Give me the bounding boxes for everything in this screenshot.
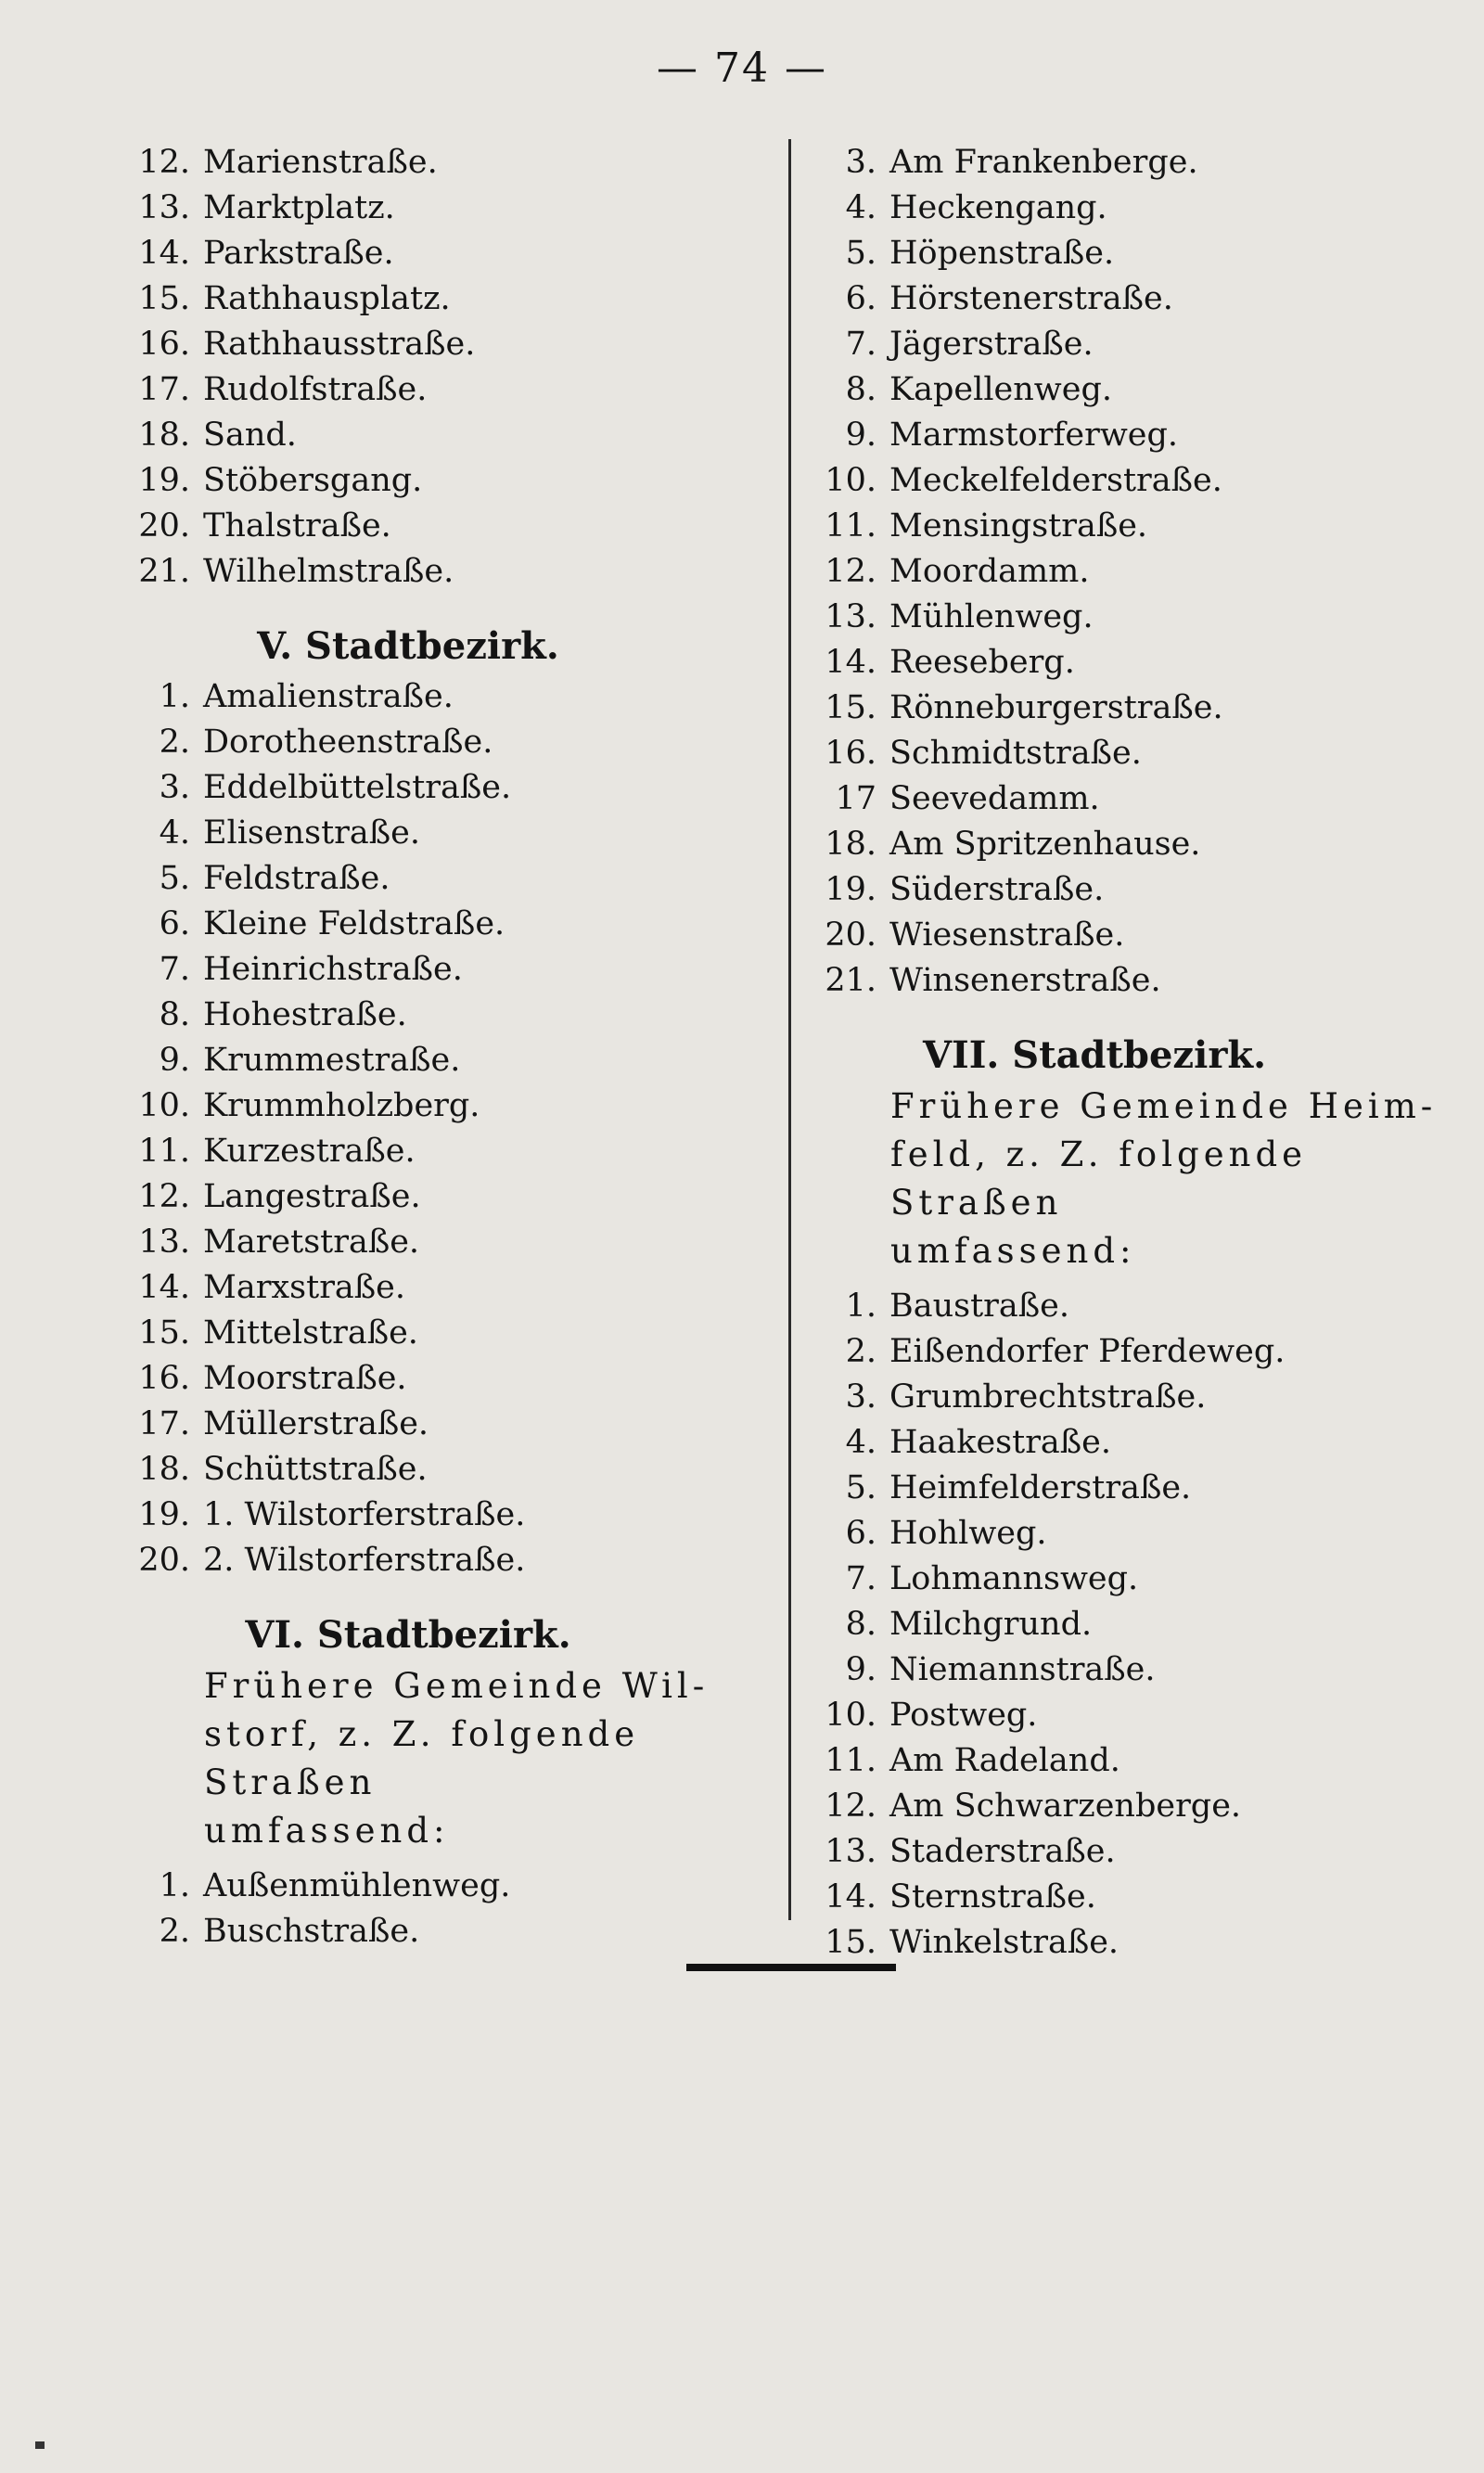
street-name: Kurzestraße. <box>203 1132 416 1170</box>
list-item <box>798 139 1447 185</box>
list-item <box>798 1828 1447 1874</box>
list-item <box>798 1419 1447 1465</box>
street-name: Rathhausplatz. <box>203 279 451 317</box>
list-item <box>111 1083 761 1128</box>
item-number: 14. <box>138 234 190 272</box>
item-number: 2. <box>845 1332 876 1370</box>
item-number: 4. <box>845 188 876 226</box>
list-item <box>798 685 1447 730</box>
street-name: Reeseberg. <box>889 643 1075 681</box>
street-name: Postweg. <box>889 1696 1038 1734</box>
street-name: 2. Wilstorferstraße. <box>203 1541 526 1579</box>
list-item <box>798 1919 1447 1965</box>
list-item <box>798 1692 1447 1737</box>
list-item <box>798 321 1447 366</box>
street-name: Höpenstraße. <box>889 234 1115 272</box>
item-number: 8. <box>159 995 190 1033</box>
district-6-heading: VI. Stadtbezirk. <box>245 1613 571 1657</box>
list-item <box>798 230 1447 275</box>
item-number: 5. <box>159 859 190 897</box>
district-7-intro <box>798 1083 1447 1275</box>
district-5-heading: V. Stadtbezirk. <box>257 624 559 668</box>
district-6-list <box>111 1863 761 1954</box>
street-name: Staderstraße. <box>889 1832 1116 1870</box>
street-name: Kapellenweg. <box>889 370 1112 408</box>
street-name: Maretstraße. <box>203 1223 420 1261</box>
item-number: 3. <box>845 1377 876 1416</box>
district-7-heading: VII. Stadtbezirk. <box>922 1033 1267 1077</box>
item-number: 14. <box>138 1268 190 1306</box>
list-item <box>111 1401 761 1446</box>
street-name: Marktplatz. <box>203 188 395 226</box>
street-name: Müllerstraße. <box>203 1404 429 1442</box>
item-number: 15. <box>825 1923 876 1961</box>
item-number: 1. <box>159 677 190 715</box>
list-item <box>798 1556 1447 1601</box>
item-number: 13. <box>138 1223 190 1261</box>
item-number: 5. <box>845 1468 876 1506</box>
list-item <box>111 139 761 185</box>
street-name: Eddelbüttelstraße. <box>203 768 512 806</box>
item-number: 4. <box>845 1423 876 1461</box>
street-name: Marienstraße. <box>203 143 438 181</box>
street-name: Hohestraße. <box>203 995 407 1033</box>
street-name: Haakestraße. <box>889 1423 1112 1461</box>
item-number: 9. <box>845 1650 876 1688</box>
intro-line: Frühere Gemeinde Heim- <box>890 1086 1438 1126</box>
item-number: 12. <box>825 1787 876 1825</box>
street-name: Buschstraße. <box>203 1912 420 1950</box>
item-number: 16. <box>138 325 190 363</box>
street-name: Winsenerstraße. <box>889 961 1161 999</box>
list-item <box>798 639 1447 685</box>
item-number: 6. <box>845 279 876 317</box>
list-item <box>111 1537 761 1582</box>
list-item <box>798 275 1447 321</box>
street-name: Feldstraße. <box>203 859 390 897</box>
street-name: Am Spritzenhause. <box>889 825 1201 863</box>
street-name: Krummholzberg. <box>203 1086 480 1124</box>
item-number: 12. <box>138 143 190 181</box>
list-item <box>798 730 1447 775</box>
item-number: 19. <box>138 1495 190 1533</box>
street-name: Hörstenerstraße. <box>889 279 1173 317</box>
item-number: 18. <box>825 825 876 863</box>
item-number: 2. <box>159 1912 190 1950</box>
list-item <box>111 412 761 457</box>
item-number: 15. <box>138 279 190 317</box>
intro-line: feld, z. Z. folgende Straßen <box>890 1134 1308 1223</box>
list-item <box>798 1737 1447 1783</box>
list-item <box>111 1492 761 1537</box>
list-item <box>798 457 1447 503</box>
street-name: Elisenstraße. <box>203 814 420 852</box>
street-name: Heinrichstraße. <box>203 950 463 988</box>
street-name: Baustraße. <box>889 1287 1069 1325</box>
list-item <box>798 1328 1447 1374</box>
list-item <box>798 594 1447 639</box>
list-item <box>798 503 1447 548</box>
list-item <box>111 503 761 548</box>
list-item <box>798 366 1447 412</box>
end-rule <box>686 1964 896 1971</box>
item-number: 17 <box>835 779 876 817</box>
list-item <box>798 775 1447 821</box>
item-number: 7. <box>845 325 876 363</box>
item-number: 15. <box>825 688 876 726</box>
list-item <box>111 457 761 503</box>
list-item <box>798 1601 1447 1647</box>
item-number: 7. <box>845 1559 876 1597</box>
street-name: Mittelstraße. <box>203 1313 418 1352</box>
street-name: Marmstorferweg. <box>889 416 1179 454</box>
street-name: Parkstraße. <box>203 234 394 272</box>
item-number: 9. <box>159 1041 190 1079</box>
street-name: Am Radeland. <box>889 1741 1120 1779</box>
item-number: 14. <box>825 643 876 681</box>
street-name: 1. Wilstorferstraße. <box>203 1495 526 1533</box>
street-name: Niemannstraße. <box>889 1650 1156 1688</box>
list-item <box>111 673 761 719</box>
item-number: 13. <box>825 1832 876 1870</box>
item-number: 13. <box>138 188 190 226</box>
list-item <box>798 866 1447 912</box>
street-name: Wiesenstraße. <box>889 916 1125 954</box>
list-item <box>111 946 761 992</box>
street-name: Sternstraße. <box>889 1877 1096 1916</box>
left-column <box>111 139 761 1954</box>
item-number: 14. <box>825 1877 876 1916</box>
item-number: 11. <box>825 506 876 545</box>
item-number: 16. <box>825 734 876 772</box>
intro-line: Frühere Gemeinde Wil- <box>204 1666 710 1706</box>
street-name: Am Schwarzenberge. <box>889 1787 1242 1825</box>
list-item <box>111 321 761 366</box>
street-name: Eißendorfer Pferdeweg. <box>889 1332 1286 1370</box>
district-5-list <box>111 673 761 1582</box>
list-item <box>111 1173 761 1219</box>
item-number: 20. <box>138 1541 190 1579</box>
list-item <box>111 548 761 594</box>
list-item <box>111 185 761 230</box>
list-item <box>111 1310 761 1355</box>
item-number: 21. <box>138 552 190 590</box>
list-item <box>111 719 761 764</box>
street-name: Jägerstraße. <box>889 325 1094 363</box>
list-item <box>798 1374 1447 1419</box>
column-divider <box>788 139 791 1920</box>
item-number: 18. <box>138 1450 190 1488</box>
item-number: 8. <box>845 1605 876 1643</box>
list-item <box>111 1219 761 1264</box>
item-number: 2. <box>159 723 190 761</box>
street-name: Moorstraße. <box>203 1359 407 1397</box>
list-item <box>111 810 761 855</box>
street-name: Rönneburgerstraße. <box>889 688 1223 726</box>
street-name: Am Frankenberge. <box>889 143 1198 181</box>
street-name: Moordamm. <box>889 552 1090 590</box>
item-number: 3. <box>845 143 876 181</box>
district-6-list-continued <box>798 139 1447 1003</box>
item-number: 6. <box>845 1514 876 1552</box>
item-number: 11. <box>138 1132 190 1170</box>
list-item <box>111 855 761 901</box>
item-number: 1. <box>159 1866 190 1904</box>
item-number: 3. <box>159 768 190 806</box>
street-name: Außenmühlenweg. <box>203 1866 511 1904</box>
item-number: 15. <box>138 1313 190 1352</box>
list-item <box>111 1908 761 1954</box>
item-number: 7. <box>159 950 190 988</box>
list-item <box>111 901 761 946</box>
street-name: Milchgrund. <box>889 1605 1093 1643</box>
list-item <box>798 1283 1447 1328</box>
item-number: 10. <box>825 1696 876 1734</box>
district-7-list <box>798 1283 1447 1965</box>
item-number: 1. <box>845 1287 876 1325</box>
item-number: 12. <box>825 552 876 590</box>
street-name: Thalstraße. <box>203 506 391 545</box>
street-name: Schmidtstraße. <box>889 734 1142 772</box>
list-item <box>798 1647 1447 1692</box>
street-name: Dorotheenstraße. <box>203 723 493 761</box>
list-item <box>798 1874 1447 1919</box>
item-number: 18. <box>138 416 190 454</box>
list-item <box>798 1510 1447 1556</box>
street-name: Heckengang. <box>889 188 1107 226</box>
street-name: Seevedamm. <box>889 779 1100 817</box>
list-item <box>798 185 1447 230</box>
item-number: 19. <box>825 870 876 908</box>
list-item <box>111 366 761 412</box>
item-number: 17. <box>138 370 190 408</box>
item-number: 11. <box>825 1741 876 1779</box>
street-name: Lohmannsweg. <box>889 1559 1139 1597</box>
list-item <box>111 1128 761 1173</box>
street-name: Marxstraße. <box>203 1268 406 1306</box>
street-name: Mühlenweg. <box>889 597 1094 635</box>
list-item <box>798 1783 1447 1828</box>
list-item <box>111 764 761 810</box>
item-number: 21. <box>825 961 876 999</box>
list-item <box>111 992 761 1037</box>
street-name: Amalienstraße. <box>203 677 454 715</box>
street-name: Krummestraße. <box>203 1041 461 1079</box>
list-item <box>798 912 1447 957</box>
street-name: Langestraße. <box>203 1177 421 1215</box>
item-number: 6. <box>159 904 190 942</box>
item-number: 8. <box>845 370 876 408</box>
street-name: Stöbersgang. <box>203 461 423 499</box>
item-number: 20. <box>138 506 190 545</box>
item-number: 4. <box>159 814 190 852</box>
print-speck <box>35 2441 45 2449</box>
item-number: 12. <box>138 1177 190 1215</box>
list-item <box>111 1355 761 1401</box>
right-column <box>798 139 1447 1965</box>
street-name: Wilhelmstraße. <box>203 552 454 590</box>
item-number: 16. <box>138 1359 190 1397</box>
street-name: Kleine Feldstraße. <box>203 904 505 942</box>
list-item <box>111 1037 761 1083</box>
street-name: Heimfelderstraße. <box>889 1468 1192 1506</box>
page-number: — 74 — <box>657 45 827 92</box>
list-item <box>798 821 1447 866</box>
street-name: Grumbrechtstraße. <box>889 1377 1207 1416</box>
list-item <box>798 412 1447 457</box>
intro-line: umfassend: <box>890 1231 1136 1271</box>
item-number: 17. <box>138 1404 190 1442</box>
item-number: 5. <box>845 234 876 272</box>
intro-line: umfassend: <box>204 1811 450 1851</box>
list-item <box>111 1264 761 1310</box>
district-6-intro <box>111 1662 761 1855</box>
list-item <box>798 1465 1447 1510</box>
item-number: 10. <box>138 1086 190 1124</box>
list-item <box>798 548 1447 594</box>
street-name: Winkelstraße. <box>889 1923 1119 1961</box>
intro-line: storf, z. Z. folgende Straßen <box>204 1714 640 1802</box>
list-item <box>111 1446 761 1492</box>
street-name: Sand. <box>203 416 297 454</box>
street-list-top <box>111 139 761 594</box>
street-name: Schüttstraße. <box>203 1450 428 1488</box>
street-name: Meckelfelderstraße. <box>889 461 1222 499</box>
street-name: Süderstraße. <box>889 870 1105 908</box>
item-number: 19. <box>138 461 190 499</box>
list-item <box>111 230 761 275</box>
item-number: 10. <box>825 461 876 499</box>
street-name: Rudolfstraße. <box>203 370 428 408</box>
street-name: Mensingstraße. <box>889 506 1148 545</box>
street-name: Rathhausstraße. <box>203 325 476 363</box>
list-item <box>798 957 1447 1003</box>
list-item <box>111 1863 761 1908</box>
item-number: 9. <box>845 416 876 454</box>
list-item <box>111 275 761 321</box>
item-number: 20. <box>825 916 876 954</box>
street-name: Hohlweg. <box>889 1514 1047 1552</box>
item-number: 13. <box>825 597 876 635</box>
